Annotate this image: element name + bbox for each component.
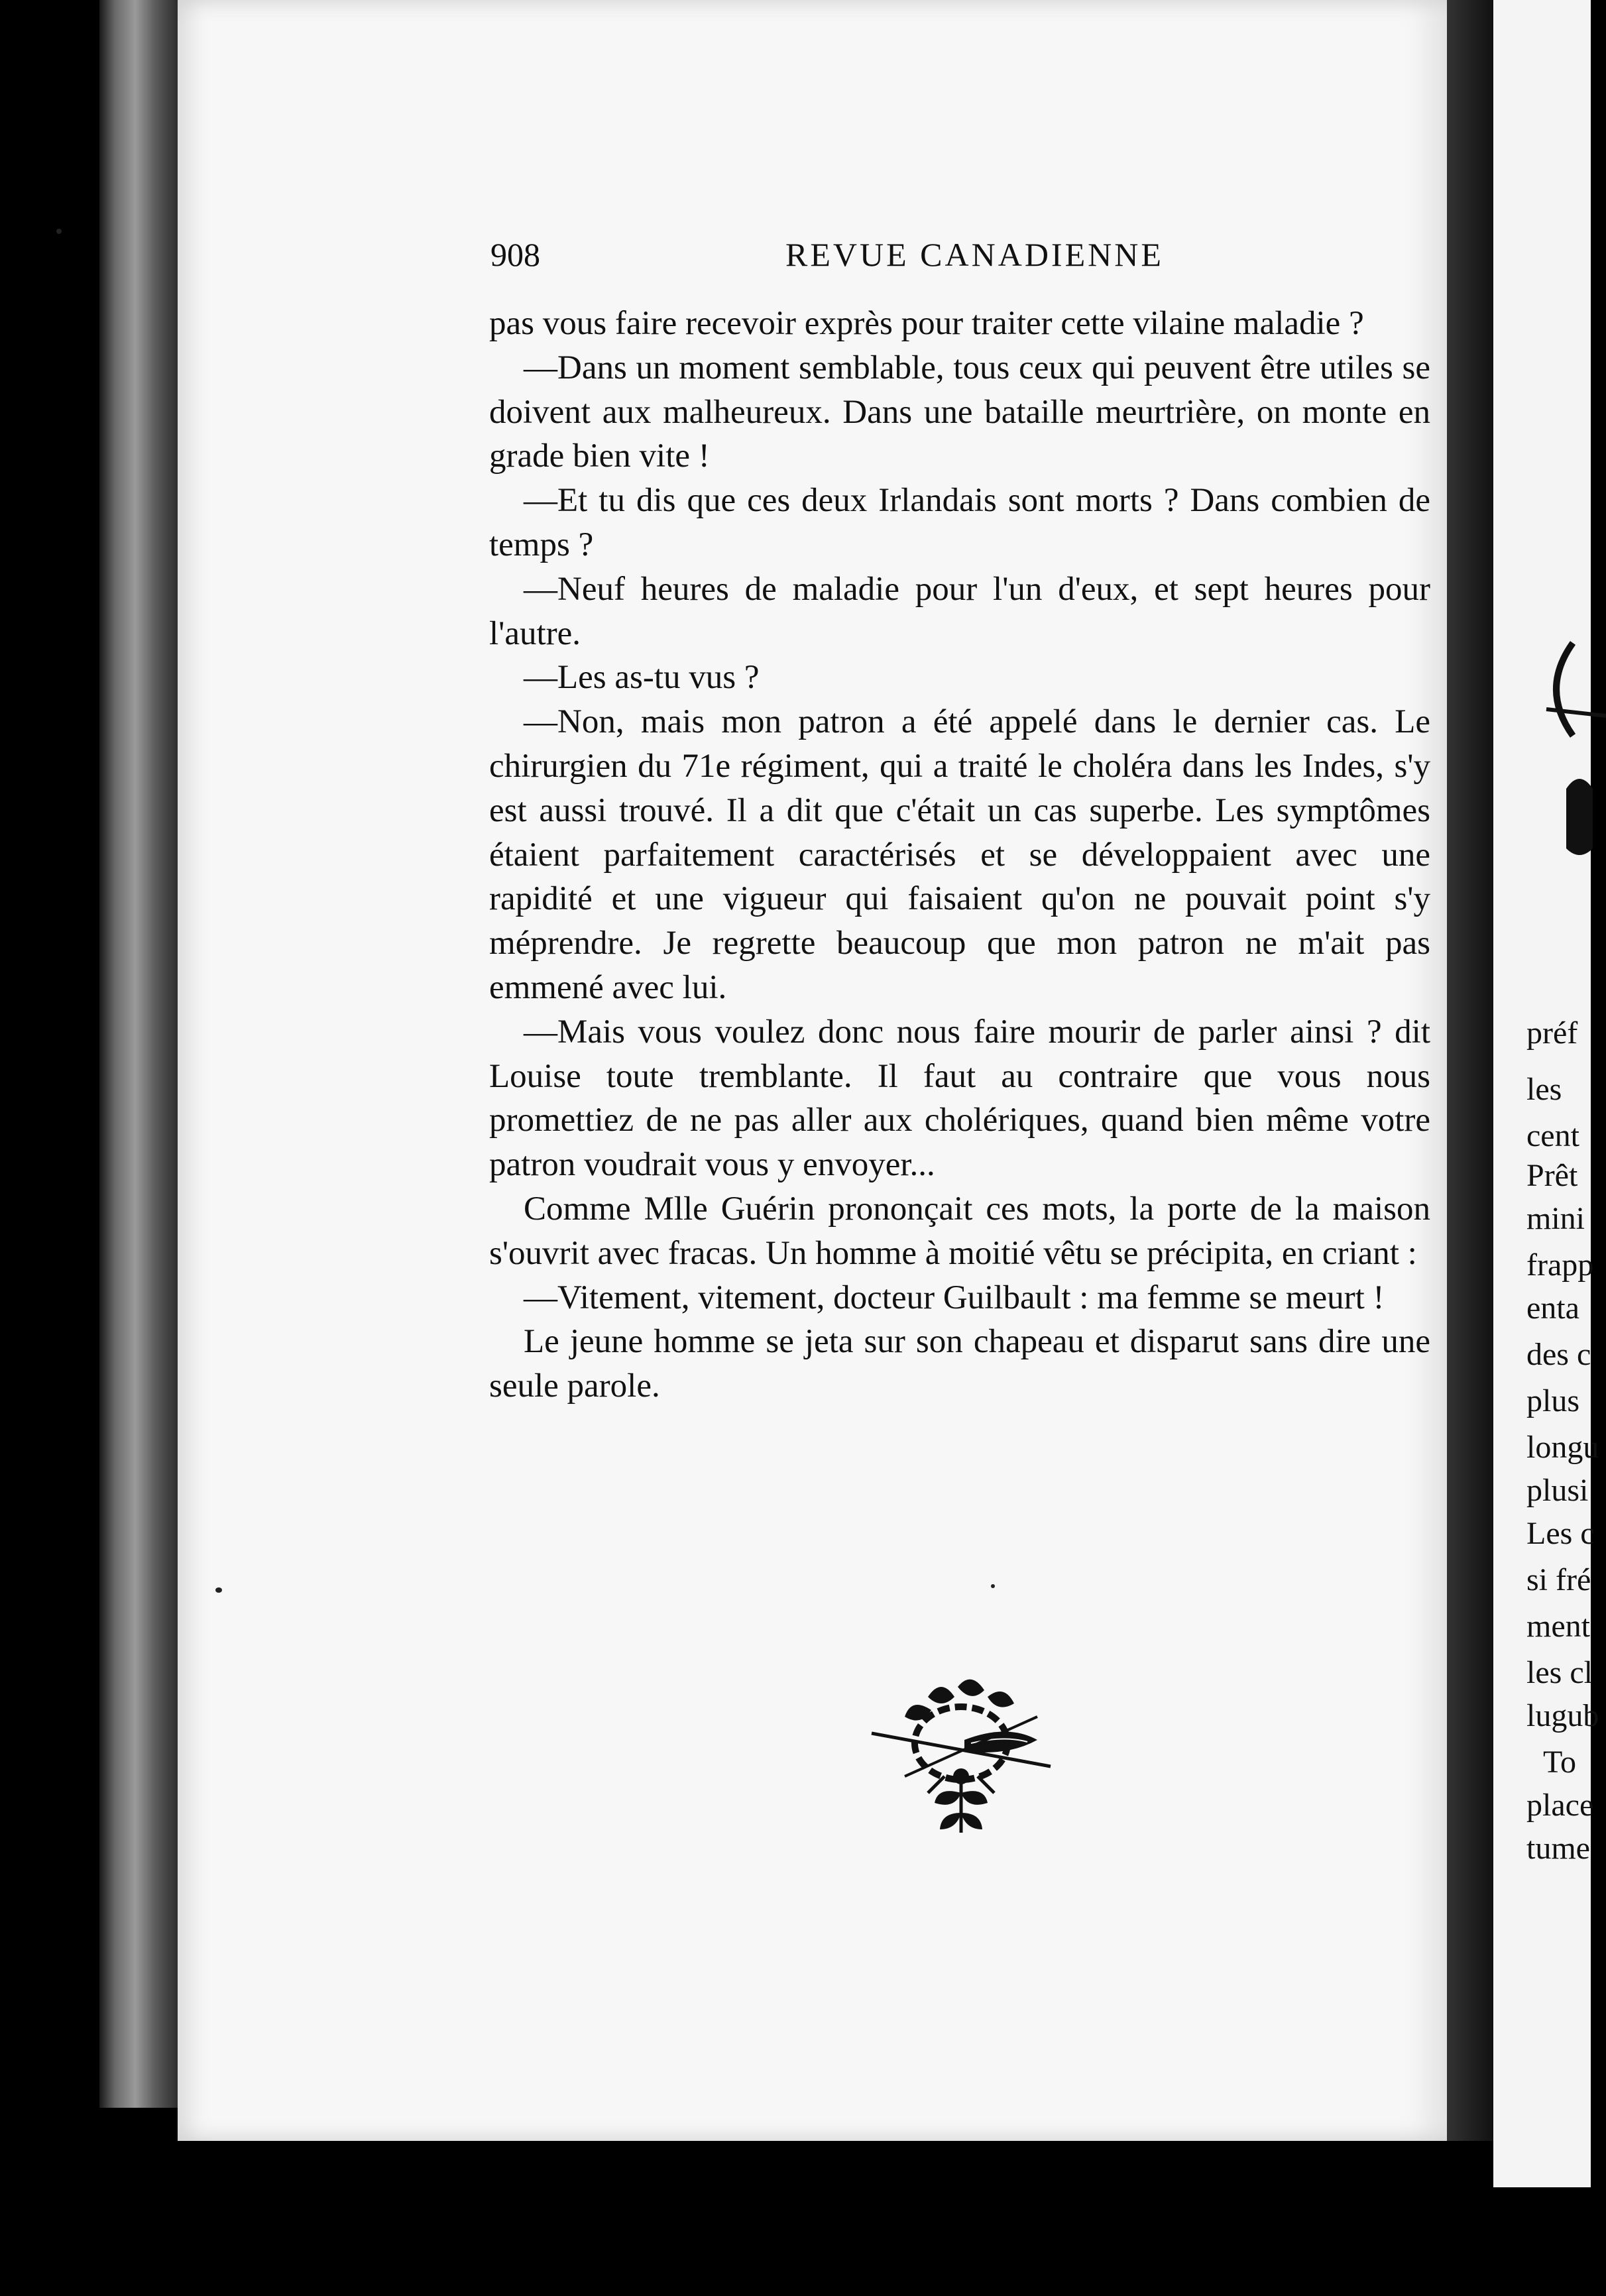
facing-text-fragment: préf (1526, 1015, 1578, 1051)
book-page-edges (99, 0, 179, 2108)
facing-text-fragment: Les c (1526, 1516, 1595, 1551)
facing-text-fragment: plus (1526, 1383, 1580, 1418)
paragraph: —Mais vous voulez donc nous faire mourir de parler ainsi ? dit Louise toute tremblante. Il faut au contraire que vous nous promettiez de ne pas aller aux cholériques, quand bien même votre patron voudrait vous y envoyer... (489, 1013, 1430, 1184)
facing-text-fragment: cent (1526, 1118, 1579, 1153)
paragraph: Comme Mlle Guérin prononçait ces mots, la porte de la maison s'ouvrit avec fracas. Un homme à moitié vêtu se précipita, en criant : (489, 1190, 1430, 1272)
facing-text-fragment: enta (1526, 1291, 1579, 1326)
paragraph: —Dans un moment semblable, tous ceux qui peuvent être utiles se doivent aux malheureux. Dans une bataille meurtrière, on monte en grade bien vite ! (489, 349, 1430, 475)
facing-text-fragment: frapp (1526, 1247, 1594, 1283)
facing-text-fragment: plusi (1526, 1473, 1589, 1508)
floral-wreath-with-quill-icon (865, 1677, 1057, 1836)
facing-text-fragment: place (1526, 1788, 1594, 1823)
facing-text-fragment: longu (1526, 1430, 1599, 1465)
page-number: 908 (490, 236, 540, 273)
facing-text-fragment: si fré (1526, 1562, 1591, 1597)
facing-text-fragment: To (1543, 1745, 1576, 1780)
facing-text-fragment: les cl (1526, 1655, 1593, 1690)
paragraph: —Non, mais mon patron a été appelé dans le dernier cas. Le chirurgien du 71e régiment, qui a traité le choléra dans les Indes, s'y est aussi trouvé. Il a dit que c'était un cas superbe. Les symptômes étaient parfaitement caractérisés et se développaient avec une rapidité et une vigueur qui faisaient qu'on ne pouvait point s'y méprendre. Je regrette beaucoup que mon patron ne m'ait pas emmené avec lui. (489, 703, 1430, 1006)
facing-text-fragment: lugub (1526, 1698, 1599, 1733)
text-body (489, 302, 1430, 1408)
paragraph: pas vous faire recevoir exprès pour traiter cette vilaine maladie ? (489, 305, 1364, 342)
paragraph: —Neuf heures de maladie pour l'un d'eux, et sept heures pour l'autre. (489, 570, 1430, 652)
paragraph: Le jeune homme se jeta sur son chapeau et disparut sans dire une seule parole. (489, 1323, 1430, 1405)
facing-text-fragment: tume (1526, 1831, 1590, 1866)
running-title: REVUE CANADIENNE (785, 236, 1164, 273)
scan-speck (56, 229, 62, 234)
paragraph: —Vitement, vitement, docteur Guilbault : ma femme se meurt ! (524, 1279, 1385, 1316)
facing-text-fragment: les (1526, 1072, 1562, 1107)
scan-speck (991, 1584, 995, 1588)
paragraph: —Les as-tu vus ? (524, 659, 760, 697)
facing-text-fragment: des c (1526, 1337, 1591, 1372)
ornament-fragment-icon (1546, 636, 1606, 888)
facing-text-fragment: Prêt (1526, 1158, 1578, 1193)
gutter-shadow (1447, 0, 1493, 2141)
scan-speck (215, 1587, 222, 1593)
paragraph: —Et tu dis que ces deux Irlandais sont morts ? Dans combien de temps ? (489, 482, 1430, 563)
facing-text-fragment: mini (1526, 1201, 1585, 1236)
facing-text-fragment: ment (1526, 1609, 1590, 1644)
page-header (490, 235, 1432, 275)
facing-page-fragment (1493, 0, 1599, 2187)
